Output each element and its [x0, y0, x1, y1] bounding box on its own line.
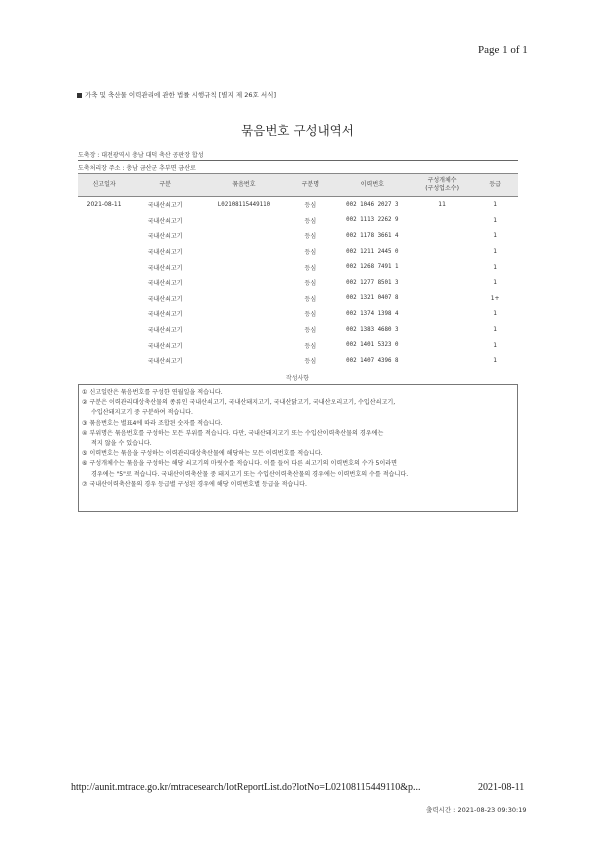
cell-part: 등심 [304, 327, 317, 335]
note-line: ① 신고일란은 묶음번호를 구성한 연월일을 적습니다. [82, 389, 223, 396]
cell-grade: 1 [493, 326, 498, 334]
table-row [78, 275, 518, 291]
cell-type: 국내산쇠고기 [147, 264, 183, 272]
col-header-grade: 등급 [472, 174, 518, 197]
cell-grade: 1 [493, 263, 498, 271]
cell-count [412, 353, 473, 369]
cell-part: 등심 [304, 217, 317, 225]
cell-type: 국내산쇠고기 [147, 295, 183, 303]
cell-type: 국내산쇠고기 [147, 202, 183, 210]
cell-date: 2021-08-11 [86, 201, 122, 209]
cell-type: 국내산쇠고기 [147, 311, 183, 319]
table-row [78, 213, 518, 229]
cell-part: 등심 [304, 295, 317, 303]
note-line: 수입산돼지고기 중 구분하여 적습니다. [91, 409, 193, 417]
table-row [78, 322, 518, 338]
col-header-part: 구분명 [288, 174, 333, 197]
cell-count [412, 306, 473, 322]
note-line: ② 구분은 이력관리대상축산물의 종류인 국내산쇠고기, 국내산돼지고기, 국내산닭고기, 국내산오리고기, 수입산쇠고기, [82, 399, 396, 407]
note-line: ③ 묶음번호는 별표4에 따라 조합된 숫자를 적습니다. [82, 419, 223, 427]
cell-type: 국내산쇠고기 [147, 280, 183, 288]
cell-part: 등심 [304, 202, 317, 210]
cell-part: 등심 [304, 342, 317, 350]
cell-part: 등심 [304, 233, 317, 241]
table-row [78, 244, 518, 260]
cell-lot-no [200, 306, 288, 322]
cell-grade: 1 [493, 248, 498, 256]
notes-list [82, 388, 514, 490]
cell-trace-no: 002 1277 8501 3 [346, 279, 399, 286]
table-row [78, 337, 518, 353]
table-row [78, 306, 518, 322]
cell-type: 국내산쇠고기 [147, 233, 183, 241]
cell-grade: 1 [493, 279, 498, 287]
cell-count: 11 [438, 201, 446, 209]
cell-count [412, 337, 473, 353]
cell-grade: 1 [493, 357, 498, 365]
divider [78, 160, 518, 161]
slaughterhouse-info: 도축장 : 대전광역시 충남 대덕 축산 공판장 합성 [78, 152, 204, 159]
cell-type: 국내산쇠고기 [147, 358, 183, 366]
cell-trace-no: 002 1211 2445 0 [346, 248, 399, 255]
cell-lot-no [200, 228, 288, 244]
print-time: 출력시간 : 2021-08-23 09:30:19 [426, 806, 527, 814]
cell-type: 국내산쇠고기 [147, 249, 183, 257]
form-caption-text: 가축 및 축산물 이력관리에 관한 법률 시행규칙 [별지 제 26호 서식] [85, 91, 276, 99]
cell-count [412, 213, 473, 229]
cell-trace-no: 002 1268 7491 1 [346, 264, 399, 271]
footer-url: http://aunit.mtrace.go.kr/mtracesearch/lotReportList.do?lotNo=L02108115449110&p... [71, 782, 421, 793]
cell-trace-no: 002 1383 4680 3 [346, 326, 399, 333]
table-row [78, 291, 518, 307]
cell-count [412, 244, 473, 260]
cell-date [78, 337, 130, 353]
cell-type: 국내산쇠고기 [147, 342, 183, 350]
cell-grade: 1 [493, 201, 498, 209]
square-bullet-icon [77, 93, 82, 98]
processor-info: 도축처리장 주소 : 충남 금산군 추부면 금산로 [78, 165, 196, 172]
col-header-count: 구성개체수 (구성업소수) [412, 174, 473, 197]
cell-trace-no: 002 1407 4396 8 [346, 357, 399, 364]
note-line: ⑥ 구성개체수는 묶음을 구성하는 해당 쇠고기의 마릿수를 적습니다. 이를 들어 다른 쇠고기의 이력번호의 수가 5이라면 [82, 460, 398, 468]
cell-lot-no [200, 353, 288, 369]
form-caption [77, 90, 276, 99]
cell-date [78, 275, 130, 291]
cell-grade: 1 [493, 232, 498, 240]
cell-grade: 1 [493, 341, 498, 349]
cell-part: 등심 [304, 264, 317, 272]
cell-lot-no: L02108115449110 [217, 201, 271, 208]
cell-date [78, 353, 130, 369]
cell-trace-no: 002 1374 1398 4 [346, 310, 399, 317]
notes-title: 작성사항 [285, 375, 310, 382]
cell-date [78, 244, 130, 260]
note-line: ⑤ 이력번호는 묶음을 구성하는 이력관리대상축산물에 해당하는 모든 이력번호를 적습니다. [82, 450, 323, 458]
cell-type: 국내산쇠고기 [147, 327, 183, 335]
cell-date [78, 291, 130, 307]
footer-date: 2021-08-11 [478, 782, 525, 793]
table-header-row [78, 174, 518, 197]
cell-part: 등심 [304, 280, 317, 288]
col-header-lot-no: 묶음번호 [200, 174, 288, 197]
cell-lot-no [200, 337, 288, 353]
document-title: 묶음번호 구성내역서 [241, 123, 354, 138]
table-row [78, 353, 518, 369]
cell-grade: 1 [493, 310, 498, 318]
note-line: ⑦ 국내산이력축산물의 경우 등급별 구성된 경우에 해당 이력번호별 등급을 적습니다. [82, 480, 307, 488]
cell-trace-no: 002 1401 5323 0 [346, 342, 399, 349]
cell-trace-no: 002 1046 2027 3 [346, 201, 399, 208]
cell-lot-no [200, 259, 288, 275]
col-header-date: 신고일자 [78, 174, 130, 197]
cell-lot-no [200, 244, 288, 260]
lot-composition-table [78, 173, 518, 369]
cell-part: 등심 [304, 311, 317, 319]
cell-lot-no [200, 322, 288, 338]
cell-type: 국내산쇠고기 [147, 217, 183, 225]
note-line: 경우에는 "5"로 적습니다. 국내산이력축산물 중 돼지고기 또는 수입산이력축산물의 경우에는 이력번호의 수를 적습니다. [91, 470, 409, 478]
cell-count [412, 259, 473, 275]
cell-lot-no [200, 275, 288, 291]
cell-count [412, 275, 473, 291]
cell-part: 등심 [304, 249, 317, 257]
table-row [78, 197, 518, 213]
col-header-trace-no: 이력번호 [333, 174, 412, 197]
cell-trace-no: 002 1178 3661 4 [346, 232, 399, 239]
col-header-type: 구분 [130, 174, 200, 197]
cell-date [78, 322, 130, 338]
cell-lot-no [200, 291, 288, 307]
cell-part: 등심 [304, 358, 317, 366]
note-line: 적지 않을 수 있습니다. [91, 440, 152, 448]
cell-trace-no: 002 1113 2262 9 [346, 217, 399, 224]
page-number: Page 1 of 1 [478, 44, 528, 56]
cell-count [412, 322, 473, 338]
cell-count [412, 291, 473, 307]
cell-grade: 1+ [490, 294, 500, 302]
cell-date [78, 306, 130, 322]
cell-grade: 1 [493, 216, 498, 224]
cell-trace-no: 002 1321 0407 8 [346, 295, 399, 302]
cell-lot-no [200, 213, 288, 229]
cell-date [78, 213, 130, 229]
note-line: ④ 부위명은 묶음번호를 구성하는 모든 부위를 적습니다. 다만, 국내산돼지고기 또는 수입산이력축산물의 경우에는 [82, 429, 384, 437]
table-row [78, 228, 518, 244]
table-row [78, 259, 518, 275]
cell-date [78, 228, 130, 244]
cell-count [412, 228, 473, 244]
cell-date [78, 259, 130, 275]
